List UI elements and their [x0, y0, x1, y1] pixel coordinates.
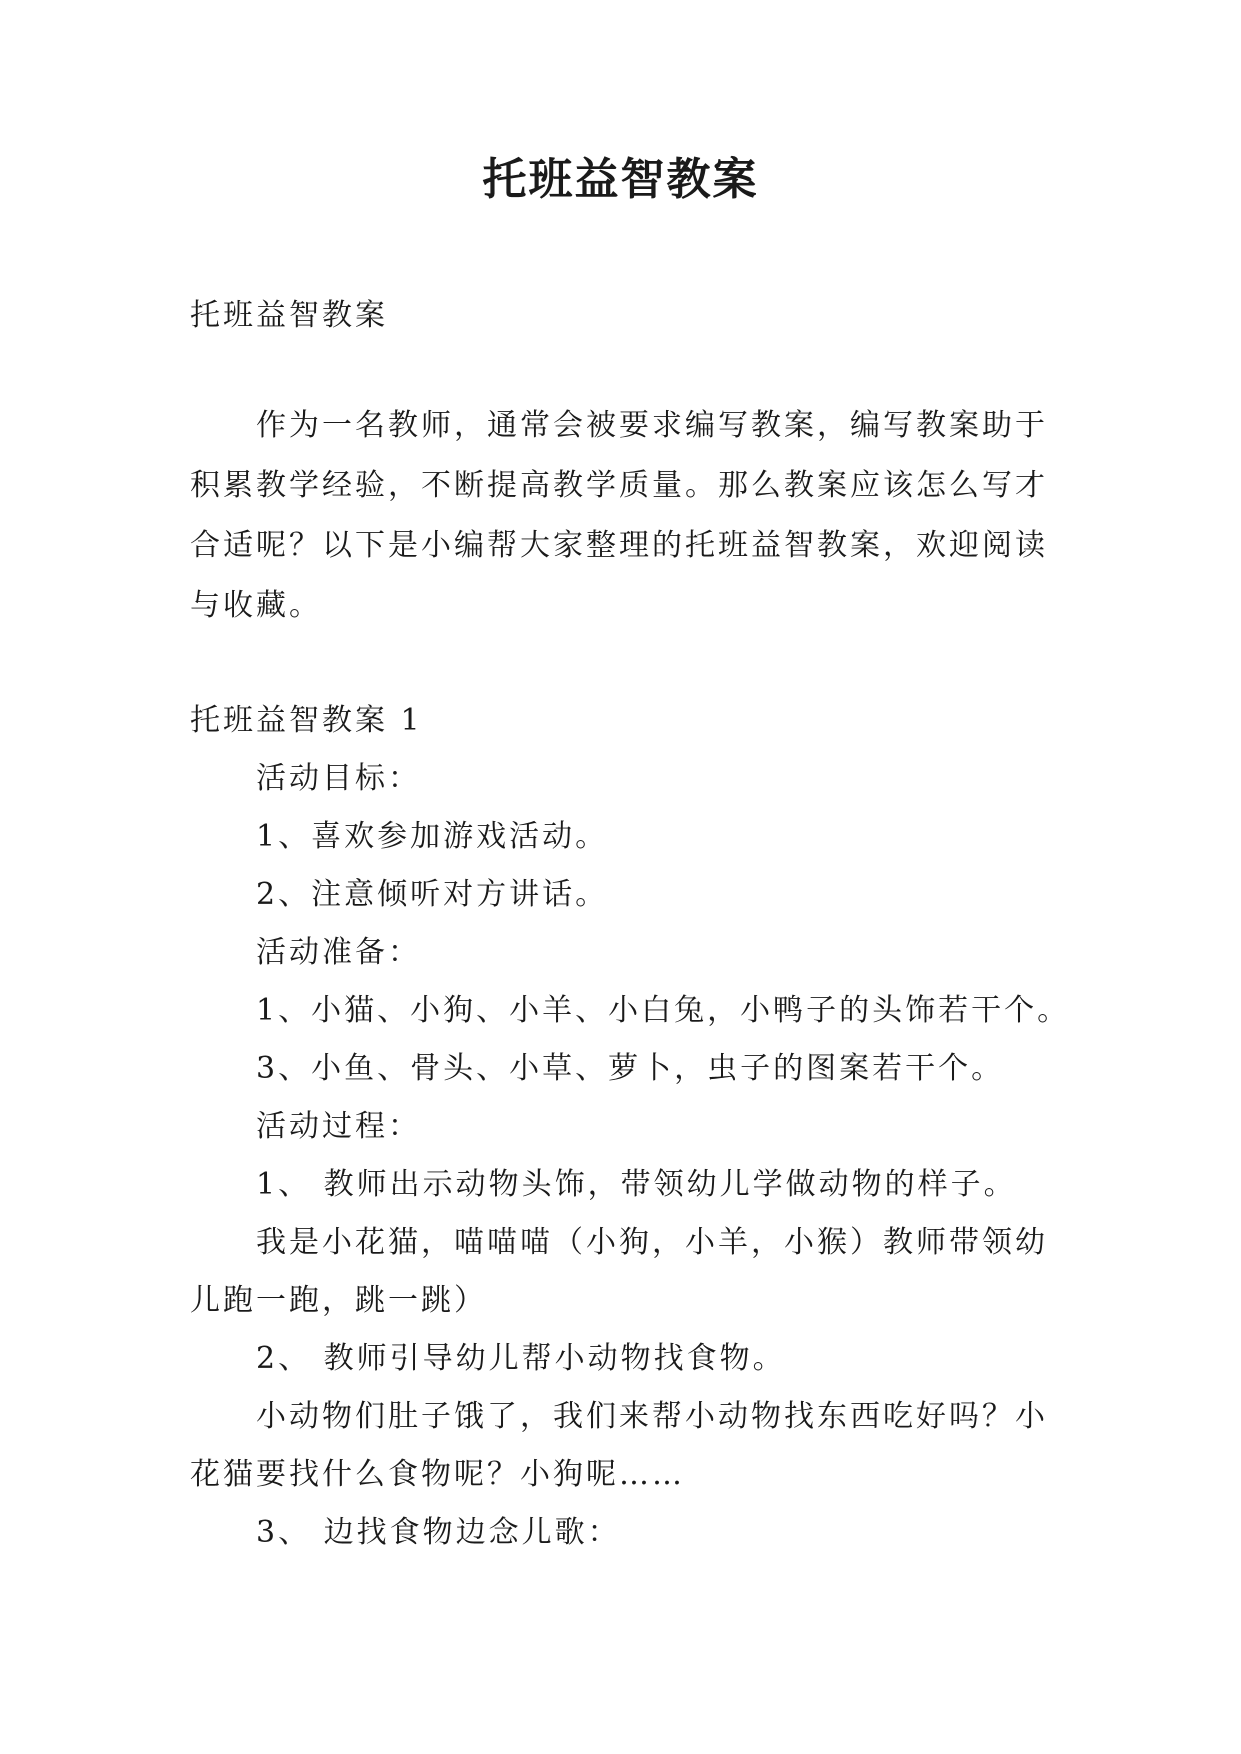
process-text: 我是小花猫，喵喵喵（小狗，小羊，小猴）教师带领幼 [256, 1225, 1048, 1260]
section-heading: 托班益智教案 1 [190, 703, 423, 738]
process-text: 小动物们肚子饿了，我们来帮小动物找东西吃好吗？小 [256, 1399, 1048, 1434]
prep-item: 3、小鱼、骨头、小草、萝卜，虫子的图案若干个。 [256, 1051, 1005, 1086]
intro-line: 作为一名教师，通常会被要求编写教案，编写教案助于 [256, 408, 1048, 443]
process-step: 1、 教师出示动物头饰，带领幼儿学做动物的样子。 [256, 1167, 1017, 1202]
intro-line: 合适呢？以下是小编帮大家整理的托班益智教案，欢迎阅读 [190, 528, 1048, 563]
goal-item: 1、喜欢参加游戏活动。 [256, 819, 609, 854]
document-title: 托班益智教案 [482, 154, 759, 205]
goals-heading: 活动目标： [256, 761, 421, 796]
subtitle: 托班益智教案 [190, 298, 388, 333]
process-step: 2、 教师引导幼儿帮小动物找食物。 [256, 1341, 786, 1376]
process-heading: 活动过程： [256, 1109, 421, 1144]
intro-line: 与收藏。 [190, 588, 322, 623]
goal-item: 2、注意倾听对方讲话。 [256, 877, 609, 912]
process-text: 花猫要找什么食物呢？小狗呢…… [190, 1457, 685, 1492]
process-step: 3、 边找食物边念儿歌： [256, 1515, 621, 1550]
intro-line: 积累教学经验，不断提高教学质量。那么教案应该怎么写才 [190, 468, 1048, 503]
prep-item: 1、小猫、小狗、小羊、小白兔，小鸭子的头饰若干个。 [256, 993, 1071, 1028]
process-text: 儿跑一跑，跳一跳） [190, 1283, 487, 1318]
prep-heading: 活动准备： [256, 935, 421, 970]
